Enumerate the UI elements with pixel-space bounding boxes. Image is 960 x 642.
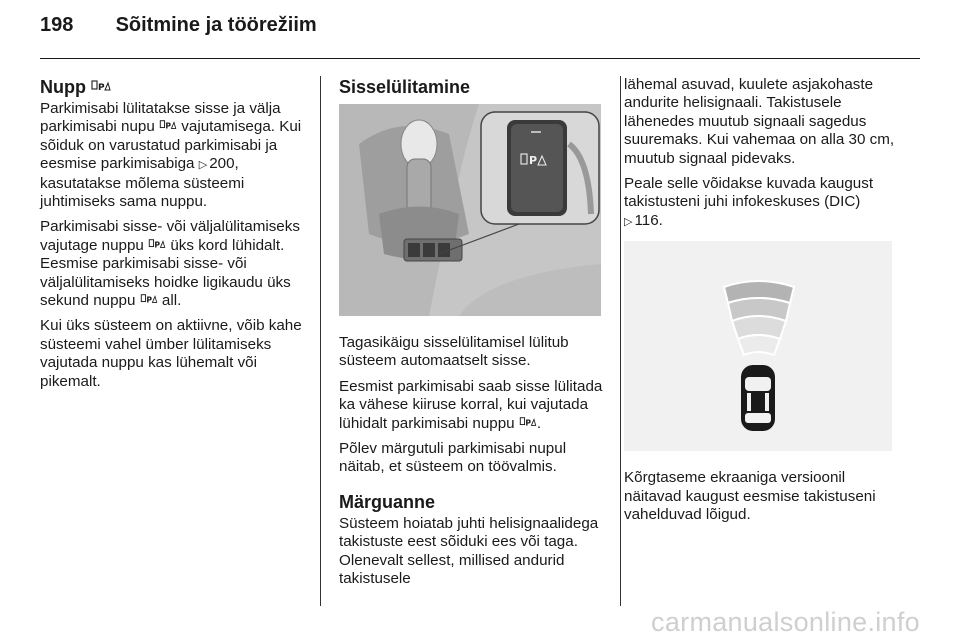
park-assist-icon <box>159 119 177 131</box>
svg-text:P: P <box>146 295 152 305</box>
page-header <box>40 14 317 37</box>
column-divider <box>320 76 321 606</box>
paragraph-5: Eesmist parkimisabi saab sisse lülitada ka vähese kiiruse korral, kui vajutada lühidalt parkimisabi nuppu P . <box>339 377 603 432</box>
distance-display-diagram <box>624 241 892 451</box>
paragraph-4: Tagasikäigu sisselülitamisel lülitub süsteem automaatselt sisse. <box>339 334 569 370</box>
column-divider <box>620 76 621 606</box>
paragraph-6: Põlev märgutuli parkimisabi nupul näitab, et süsteem on töövalmis. <box>339 440 567 476</box>
parking-distance-graphic <box>624 241 892 451</box>
car-icon <box>741 365 775 431</box>
paragraph-7: Süsteem hoiatab juhti helisignaalidega takistuste eest sõiduki ees või taga. Olenevalt sellest, millised andurid takistusele <box>339 514 599 588</box>
paragraph-9: Peale selle võidakse kuvada kaugust takistusteni juhi infokeskuses (DIC) ▷ 116. <box>624 175 904 231</box>
chapter-title: Sõitmine ja töörežiim <box>115 14 317 36</box>
column-1 <box>40 76 308 398</box>
section-heading-marguanne: Märguanne <box>339 491 436 512</box>
page-reference-arrow-icon: ▷ <box>198 159 208 172</box>
svg-text:P: P <box>529 154 538 167</box>
section-heading-nupp: Nupp P <box>40 76 308 98</box>
svg-text:P: P <box>98 83 105 93</box>
park-assist-icon <box>519 416 537 428</box>
svg-text:P: P <box>165 121 172 131</box>
column-3 <box>624 76 904 531</box>
paragraph-10: Kõrgtaseme ekraaniga versioonil näitavad kaugust eesmise takistuseni vahelduvad lõigud. <box>624 469 876 524</box>
page-reference-arrow-icon: ▷ <box>624 215 633 228</box>
page-reference[interactable]: 116. <box>634 211 663 229</box>
svg-text:P: P <box>154 240 161 250</box>
paragraph-1: Parkimisabi lülitatakse sisse ja välja parkimisabi nupu P vajutamisega. Kui sõiduk on varustatud parkimisabi ja eesmise parkimisabiga ▷ 200, kasutatakse mõlema süsteemi juhtimiseks sama nuppu. <box>40 100 302 211</box>
watermark: carmanualsonline.info <box>651 607 920 637</box>
header-divider <box>40 58 920 59</box>
gear-shift-illustration <box>339 104 601 316</box>
svg-text:P: P <box>525 418 531 428</box>
section-heading-sisselulitamine: Sisselülitamine <box>339 77 471 97</box>
park-assist-icon <box>140 293 158 305</box>
paragraph-3: Kui üks süsteem on aktiivne, võib kahe süsteemi vahel ümber lülitamiseks vajutada nuppu kas lühemalt või pikemalt. <box>40 317 302 390</box>
column-2 <box>339 76 607 595</box>
console-button-photo <box>339 104 601 316</box>
park-assist-icon <box>148 238 166 250</box>
paragraph-8: lähemal asuvad, kuulete asjakohaste andurite helisignaali. Takistusele lähenedes muutub signaali sagedus suuremaks. Kui vahemaa on alla 30 cm, muutub signaal pidevaks. <box>624 76 895 167</box>
page-number: 198 <box>40 14 74 36</box>
park-assist-icon <box>91 79 111 93</box>
paragraph-2: Parkimisabi sisse- või väljalülitamiseks vajutage nuppu P üks kord lühidalt. Eesmise parkimisabi sisse- või väljalülitamiseks hoidke ligikaudu üks sekund nuppu P all. <box>40 218 300 310</box>
page-reference[interactable]: 200, <box>209 155 239 173</box>
